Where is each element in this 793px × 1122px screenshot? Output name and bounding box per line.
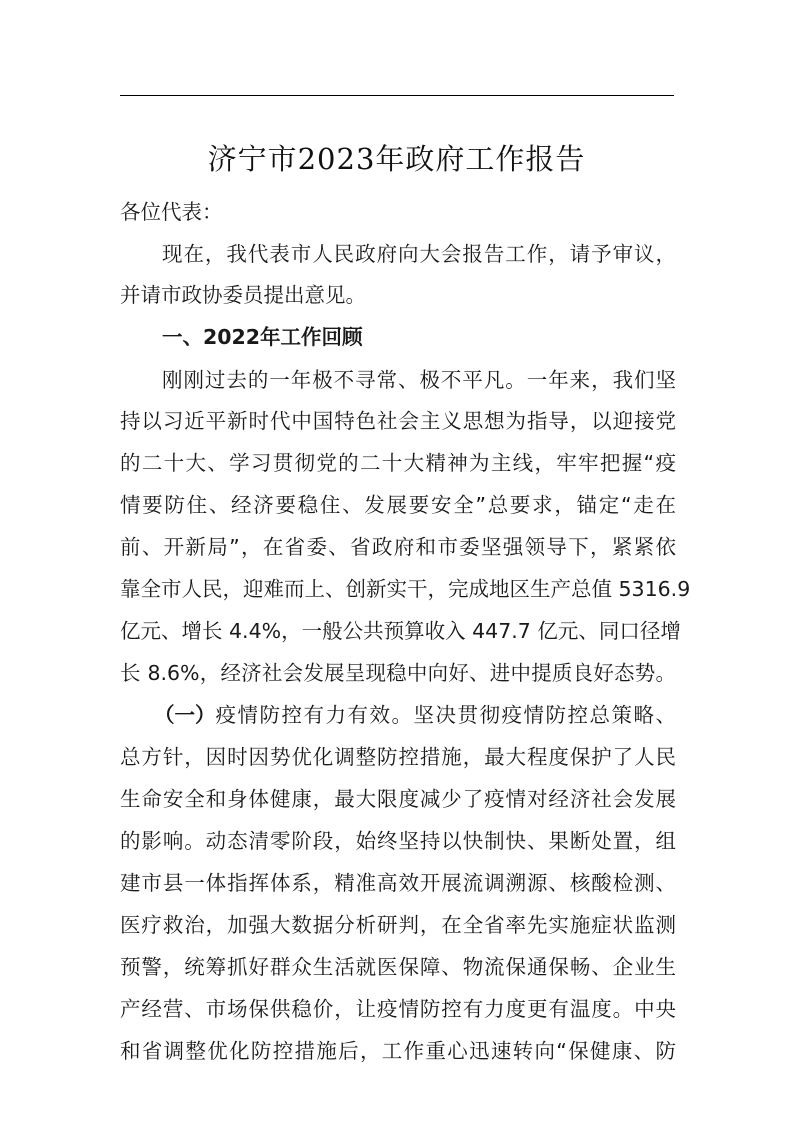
paragraph-line: 长 8.6%，经济社会发展呈现稳中向好、进中提质良好态势。 (120, 661, 676, 685)
paragraph-line: 医疗救治，加强大数据分析研判，在全省率先实施症状监测 (120, 913, 676, 937)
paragraph-line: 的二十大、学习贯彻党的二十大精神为主线，牢牢把握“疫 (120, 451, 676, 475)
paragraph-line: 并请市政协委员提出意见。 (120, 283, 366, 307)
paragraph-line: 生命安全和身体健康，最大限度减少了疫情对经济社会发展 (120, 787, 676, 811)
paragraph-line: 和省调整优化防控措施后，工作重心迅速转向“保健康、防 (120, 1039, 676, 1063)
subsection-text: 疫情防控有力有效。坚决贯彻疫情防控总策略、 (215, 703, 676, 727)
paragraph-line: 现在，我代表市人民政府向大会报告工作，请予审议， (162, 242, 676, 266)
paragraph-line: 前、开新局”，在省委、省政府和市委坚强领导下，紧紧依 (120, 535, 676, 559)
paragraph-line: 的影响。动态清零阶段，始终坚持以快制快、果断处置，组 (120, 829, 676, 853)
page-title: 济宁市2023年政府工作报告 (207, 142, 586, 176)
paragraph-line: 刚刚过去的一年极不寻常、极不平凡。一年来，我们坚 (162, 368, 676, 392)
paragraph-line: 预警，统筹抓好群众生活就医保障、物流保通保畅、企业生 (120, 955, 676, 979)
paragraph-line: 总方针，因时因势优化调整防控措施，最大程度保护了人民 (120, 745, 676, 769)
paragraph-line: 亿元、增长 4.4%，一般公共预算收入 447.7 亿元、同口径增 (120, 619, 681, 643)
paragraph-line: 靠全市人民，迎难而上、创新实干，完成地区生产总值 5316.9 (120, 577, 691, 601)
header-rule (120, 95, 674, 96)
salutation: 各位代表： (120, 200, 223, 224)
paragraph-line: 情要防住、经济要稳住、发展要安全”总要求，锚定“走在 (120, 493, 676, 517)
paragraph-line: 建市县一体指挥体系，精准高效开展流调溯源、核酸检测、 (120, 871, 676, 895)
paragraph-line: 持以习近平新时代中国特色社会主义思想为指导，以迎接党 (120, 409, 676, 433)
paragraph-line: 产经营、市场保供稳价，让疫情防控有力度更有温度。中央 (120, 997, 676, 1021)
subsection-line (154, 700, 676, 730)
section-heading: 一、2022年工作回顾 (162, 325, 363, 349)
subsection-label: （一） (154, 703, 216, 727)
